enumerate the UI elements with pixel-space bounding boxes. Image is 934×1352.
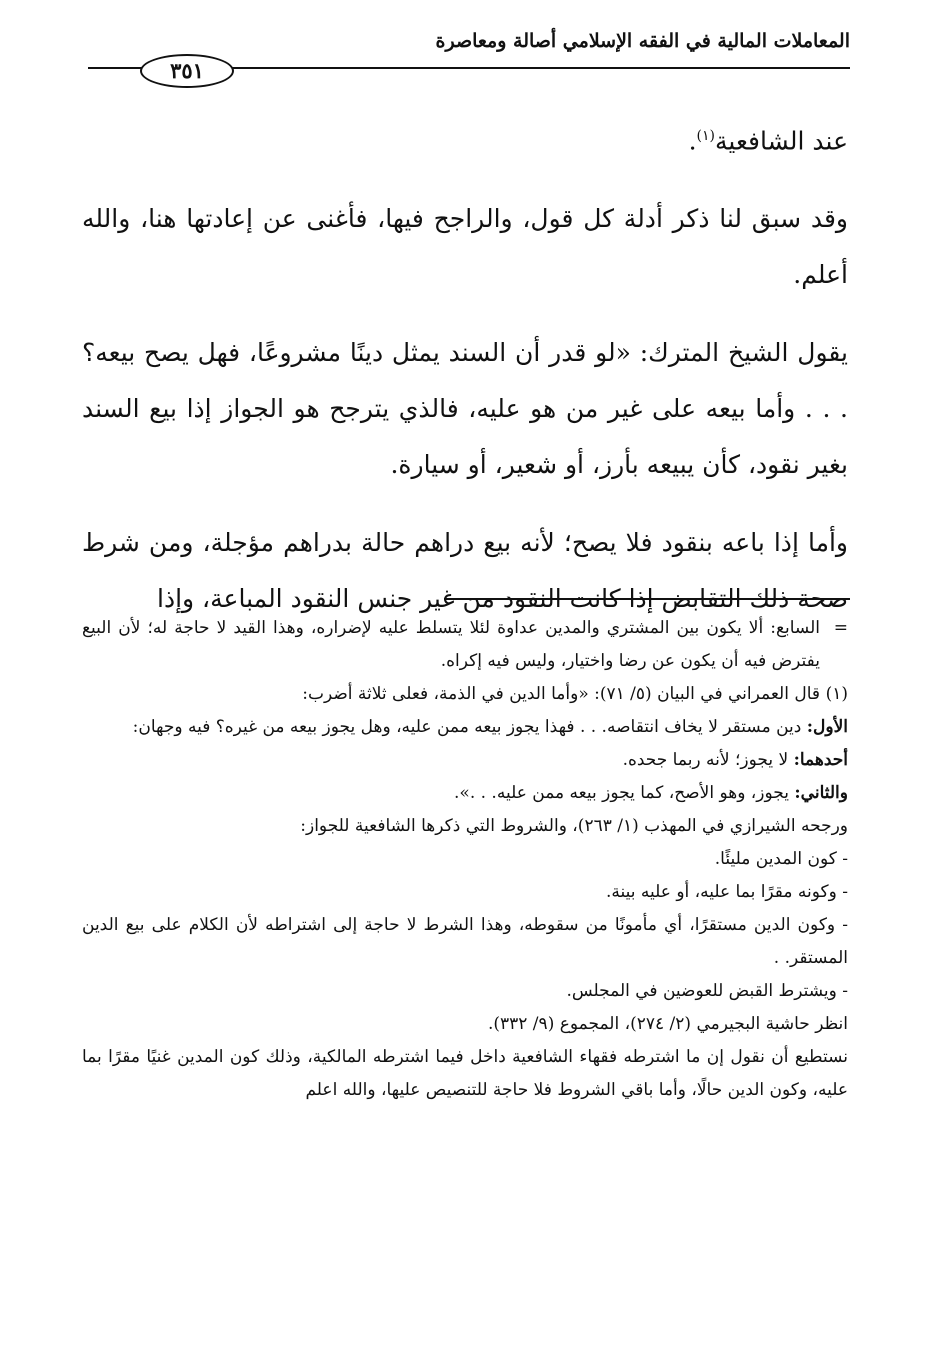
main-text [82,108,848,627]
footnote-reference: انظر حاشية البجيرمي (٢/ ٢٧٤)، المجموع (٩/ ٣٣٢). [487,1014,848,1034]
running-title: المعاملات المالية في الفقه الإسلامي أصالة ومعاصرة [435,30,850,52]
page-number: ٣٥١ [140,54,234,88]
one-label: أحدهما: [793,750,848,770]
paragraph-1-text: عند الشافعية [715,126,848,156]
footnote-1 [82,678,848,711]
continuation-text: السابع: ألا يكون بين المشتري والمدين عداوة لئلا يتسلط عليه لإضراره، وهذا القيد لا حاجة له؛ لأن البيع يفترض فيه أن يكون عن رضا واختيار، وليس فيه إكراه. [82,618,820,671]
paragraph-2: وقد سبق لنا ذكر أدلة كل قول، والراجح فيها، فأغنى عن إعادتها هنا، والله أعلم. [82,204,848,290]
footnote-1-marker: (١) [825,684,848,704]
paragraph-4: وأما إذا باعه بنقود فلا يصح؛ لأنه بيع دراهم حالة بدراهم مؤجلة، ومن شرط صحة ذلك التقابض إذا كانت النقود من غير جنس النقود المباعة، وإذا [82,528,848,614]
second-text: يجوز، وهو الأصح، كما يجوز بيعه ممن عليه. . .». [454,783,795,803]
footnote-one [82,744,848,777]
condition-4: - ويشترط القبض للعوضين في المجلس. [566,981,848,1001]
continuation-marker: = [833,618,848,638]
footnotes [82,612,848,1107]
paragraph-1 [82,108,848,169]
footnote-1-text: قال العمراني في البيان (٥/ ٧١): «وأما الدين في الذمة، فعلى ثلاثة أضرب: [302,684,820,704]
one-text: لا يجوز؛ لأنه ربما جحده. [622,750,794,770]
footnote-second [82,777,848,810]
first-label: الأول: [806,717,848,737]
condition-2: - وكونه مقرًا بما عليه، أو عليه بينة. [605,882,848,902]
footnote-shirazi: ورجحه الشيرازي في المهذب (١/ ٢٦٣)، والشروط التي ذكرها الشافعية للجواز: [300,816,848,836]
condition-3: - وكون الدين مستقرًا، أي مأمونًا من سقوطه، وهذا الشرط لا حاجة إلى اشتراطه لأن الكلام على بيع الدين المستقر. . [82,915,848,968]
first-text: دين مستقر لا يخاف انتقاصه. . . فهذا يجوز بيعه ممن عليه، وهل يجوز بيعه من غيره؟ فيه وجهان: [132,717,807,737]
footnote-conclusion: نستطيع أن نقول إن ما اشترطه فقهاء الشافعية داخل فيما اشترطه المالكية، وذلك كون المدين غنيًا مقرًا بما عليه، وكون الدين حالًا، وأما باقي الشروط فلا حاجة للتنصيص عليها، والله اعلم [82,1047,848,1100]
condition-1: - كون المدين مليئًا. [714,849,848,869]
second-label: والثاني: [794,783,848,803]
paragraph-3: يقول الشيخ المترك: «لو قدر أن السند يمثل دينًا مشروعًا، فهل يصح بيعه؟ . . . وأما بيعه على غير من هو عليه، فالذي يترجح هو الجواز إذا بيع السند بغير نقود، كأن يبيعه بأرز، أو شعير، أو سيارة. [82,338,848,480]
footnote-continuation [82,612,848,678]
footnote-separator [444,598,850,600]
footnote-ref-1: (١) [696,128,716,144]
paragraph-1-end: . [688,126,697,156]
footnote-first [82,711,848,744]
